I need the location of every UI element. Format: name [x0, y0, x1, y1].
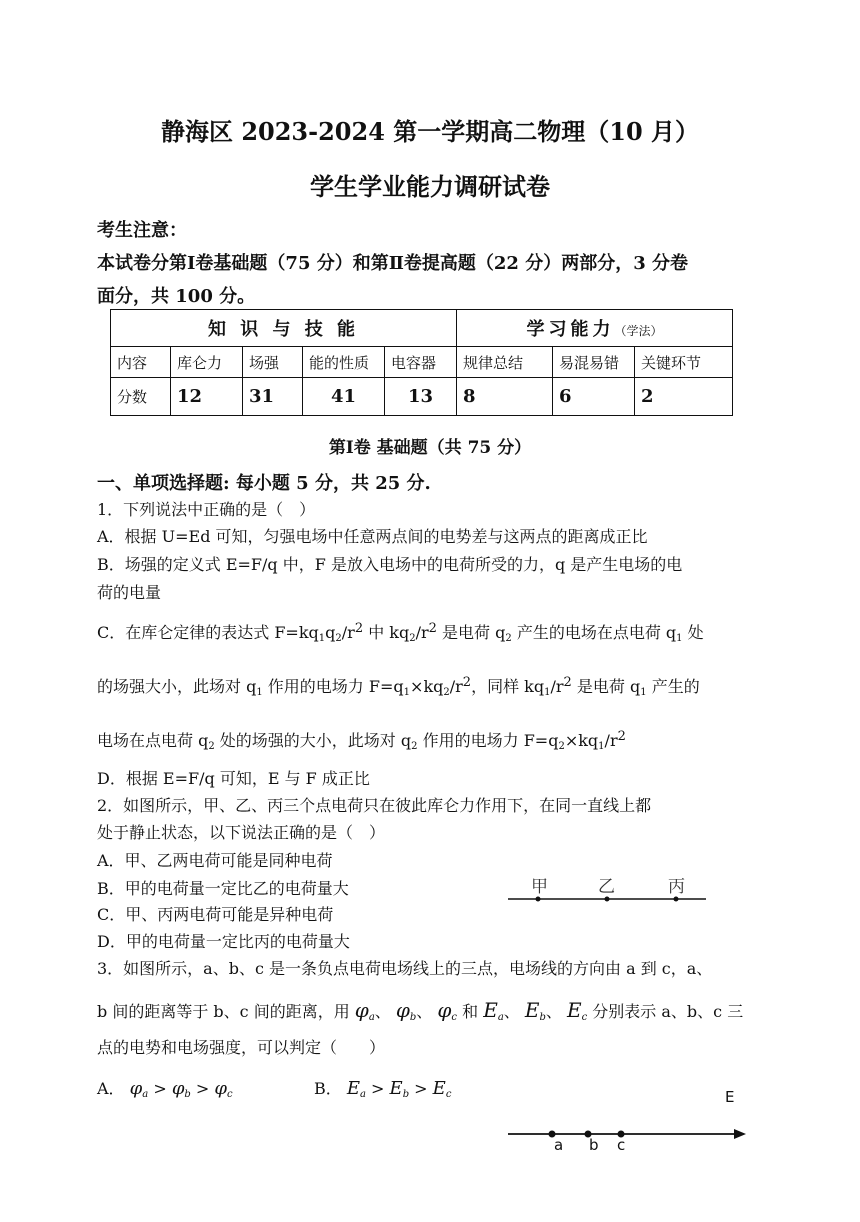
- table-header-cell: 规律总结: [457, 347, 553, 378]
- point-label-b: b: [589, 1136, 599, 1154]
- q3-stem-line3: 点的电势和电场强度，可以判定（ ）: [97, 1038, 386, 1057]
- q1-option-b-line1: B．场强的定义式 E=F/q 中，F 是放入电场中的电荷所受的力，q 是产生电场的电: [97, 555, 683, 574]
- score-table-group-row: [111, 310, 733, 347]
- q1-option-c-line3: 电场在点电荷 $q_2$ 处的场强的大小，此场对 $q_2$ 作用的电场力 $F=q_2\times kq_1/r^2$: [97, 729, 626, 752]
- table-value-cell: 2: [635, 378, 733, 416]
- table-value-cell: 31: [243, 378, 303, 416]
- table-header-cell: 关键环节: [635, 347, 733, 378]
- q1-option-a: A．根据 U=Ed 可知，匀强电场中任意两点间的电势差与这两点的距离成正比: [97, 527, 648, 546]
- q1-option-b-line2: 荷的电量: [97, 583, 162, 602]
- q3-stem-line2: b 间的距离等于 b、c 间的距离，用 $\varphi_a$、 $\varphi_b$、 $\varphi_c$ 和 $E_a$、 $E_b$、 $E_c$ 分别表示 a、b、c 三: [97, 998, 744, 1023]
- learning-ability-label: 学习能力: [526, 319, 615, 340]
- table-header-cell: 电容器: [385, 347, 457, 378]
- section-heading: 一、单项选择题: 每小题 5 分，共 25 分.: [97, 473, 431, 494]
- table-value-cell: 8: [457, 378, 553, 416]
- q1-option-c-line1: C．在库仑定律的表达式 $F=kq_1q_2/r^2$ 中 $kq_2/r^2$ 是电荷 $q_2$ 产生的电场在点电荷 $q_1$ 处: [97, 621, 704, 644]
- charge-label-bing: 丙: [668, 877, 685, 897]
- point-label-a: a: [554, 1136, 564, 1154]
- knowledge-skill-header: 知 识 与 技 能: [111, 310, 457, 347]
- q3-option-a: A． $\varphi_a > \varphi_b > \varphi_c$: [97, 1078, 233, 1100]
- charge-dot-yi: [605, 897, 610, 902]
- page-subtitle: 学生学业能力调研试卷: [310, 172, 550, 201]
- point-label-c: c: [617, 1136, 626, 1154]
- q3-option-b: B． $E_a > E_b > E_c$: [314, 1078, 452, 1100]
- field-label-e: E: [725, 1088, 735, 1106]
- table-value-cell: 12: [171, 378, 243, 416]
- charge-label-jia: 甲: [531, 877, 548, 897]
- charge-dot-jia: [536, 897, 541, 902]
- table-header-cell: 库仑力: [171, 347, 243, 378]
- q2-stem-line1: 2．如图所示，甲、乙、丙三个点电荷只在彼此库仑力作用下，在同一直线上都: [97, 796, 652, 815]
- score-table: [110, 309, 733, 416]
- table-value-cell: 13: [385, 378, 457, 416]
- q2-option-a: A．甲、乙两电荷可能是同种电荷: [97, 851, 333, 870]
- q2-stem-line2: 处于静止状态，以下说法正确的是（ ）: [97, 823, 386, 842]
- notice-line-1: 本试卷分第Ⅰ卷基础题（75 分）和第Ⅱ卷提高题（22 分）两部分，3 分卷: [97, 253, 689, 274]
- q2-option-c: C．甲、丙两电荷可能是异种电荷: [97, 905, 334, 924]
- table-value-cell: 41: [303, 378, 385, 416]
- score-table-header-row: [111, 347, 733, 378]
- part-title: 第Ⅰ卷 基础题（共 75 分）: [328, 438, 532, 458]
- q2-option-d: D．甲的电荷量一定比丙的电荷量大: [97, 932, 350, 951]
- table-value-cell: 6: [553, 378, 635, 416]
- charge-line-diagram: [500, 868, 720, 908]
- table-header-cell: 能的性质: [303, 347, 385, 378]
- table-header-cell: 内容: [111, 347, 171, 378]
- notice-line-2: 面分，共 100 分。: [97, 286, 256, 307]
- q2-figure: [500, 868, 720, 908]
- table-header-cell: 场强: [243, 347, 303, 378]
- learning-ability-note: （学法）: [614, 324, 663, 338]
- charge-label-yi: 乙: [598, 877, 615, 897]
- learning-ability-header: [457, 310, 733, 347]
- q2-option-b: B．甲的电荷量一定比乙的电荷量大: [97, 879, 349, 898]
- q1-stem: 1．下列说法中正确的是（ ）: [97, 500, 316, 519]
- q1-option-d: D．根据 E=F/q 可知，E 与 F 成正比: [97, 769, 370, 788]
- q3-stem-line1: 3．如图所示，a、b、c 是一条负点电荷电场线上的三点，电场线的方向由 a 到 c，a、: [97, 959, 713, 978]
- row-label-cell: 分数: [111, 378, 171, 416]
- q1-option-c-line2: 的场强大小，此场对 $q_1$ 作用的电场力 $F=q_1\times kq_2/r^2$，同样 $kq_1/r^2$ 是电荷 $q_1$ 产生的: [97, 675, 700, 698]
- notice-heading: 考生注意：: [97, 220, 187, 241]
- score-table-values-row: [111, 378, 733, 416]
- page-title: 静海区 2023-2024 第一学期高二物理（10 月）: [160, 117, 700, 146]
- table-header-cell: 易混易错: [553, 347, 635, 378]
- charge-dot-bing: [674, 897, 679, 902]
- field-arrowhead: [734, 1129, 746, 1139]
